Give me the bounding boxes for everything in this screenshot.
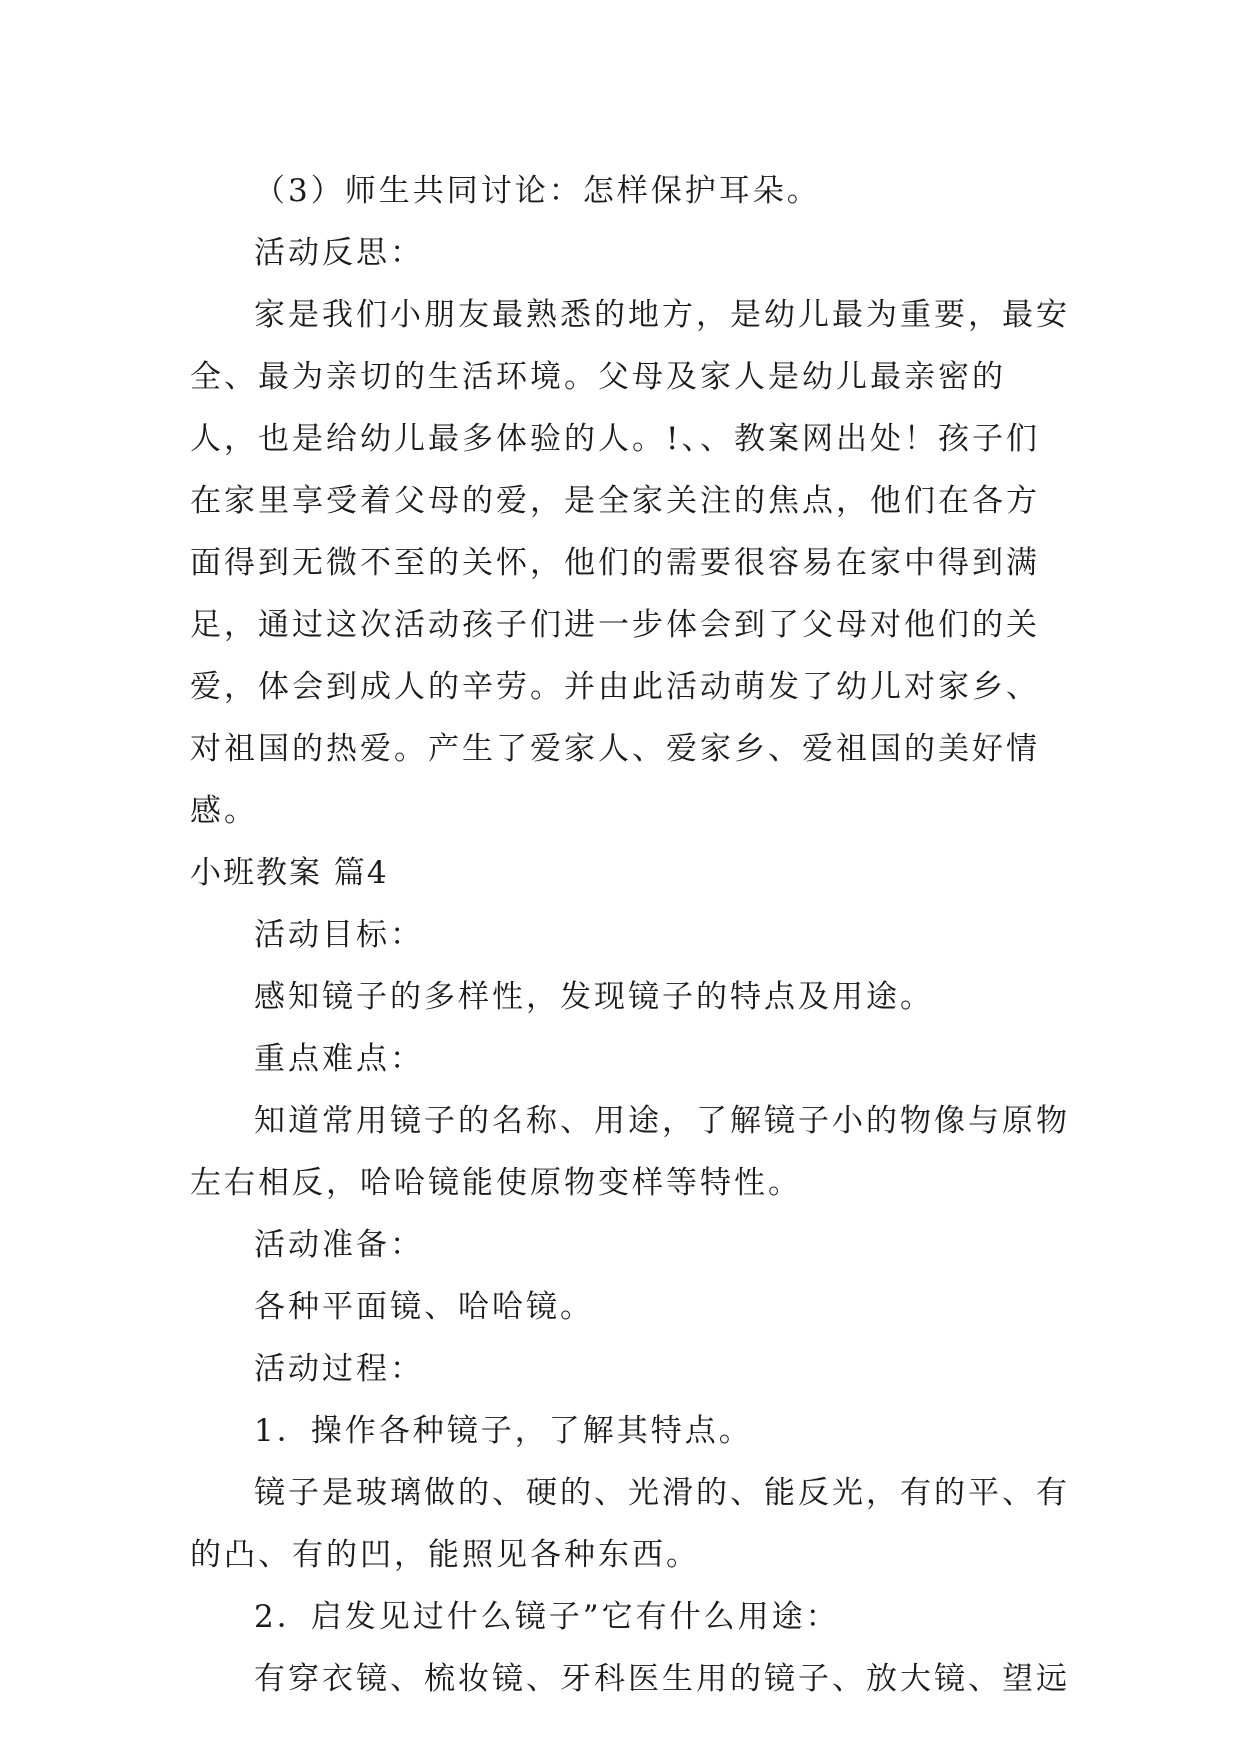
paragraph-reflection: 家是我们小朋友最熟悉的地方，是幼儿最为重要，最安全、最为亲切的生活环境。父母及家人是幼儿最亲密的人，也是给幼儿最多体验的人。!、、教案网出处！孩子们在家里享受着父母的爱，是全家关注的焦点，他们在各方面得到无微不至的关怀，他们的需要很容易在家中得到满足，通过这次活动孩子们进一步体会到了父母对他们的关爱，体会到成人的辛劳。并由此活动萌发了幼儿对家乡、对祖国的热爱。产生了爱家人、爱家乡、爱祖国的美好情感。	[190, 297, 1070, 829]
paragraph-preparation: 各种平面镜、哈哈镜。	[254, 1289, 594, 1325]
paragraph-mirror-types: 有穿衣镜、梳妆镜、牙科医生用的镜子、放大镜、望远	[254, 1661, 1070, 1697]
section-label-goals: 活动目标：	[254, 917, 424, 953]
section-label-preparation: 活动准备：	[254, 1227, 424, 1263]
paragraph-goals: 感知镜子的多样性，发现镜子的特点及用途。	[254, 979, 934, 1015]
section-label-reflection: 活动反思：	[254, 235, 424, 271]
paragraph-key-points: 知道常用镜子的名称、用途，了解镜子小的物像与原物左右相反，哈哈镜能使原物变样等特性。	[190, 1103, 1070, 1201]
paragraph-discussion: （3）师生共同讨论：怎样保护耳朵。	[254, 173, 821, 209]
step-2: 2．启发见过什么镜子”它有什么用途：	[254, 1599, 840, 1635]
document-body	[190, 160, 1070, 1710]
section-label-process: 活动过程：	[254, 1351, 424, 1387]
section-heading: 小班教案 篇4	[190, 855, 389, 891]
section-label-key-points: 重点难点：	[254, 1041, 424, 1077]
step-1: 1．操作各种镜子，了解其特点。	[254, 1413, 753, 1449]
paragraph-mirror-properties: 镜子是玻璃做的、硬的、光滑的、能反光，有的平、有的凸、有的凹，能照见各种东西。	[190, 1475, 1070, 1573]
